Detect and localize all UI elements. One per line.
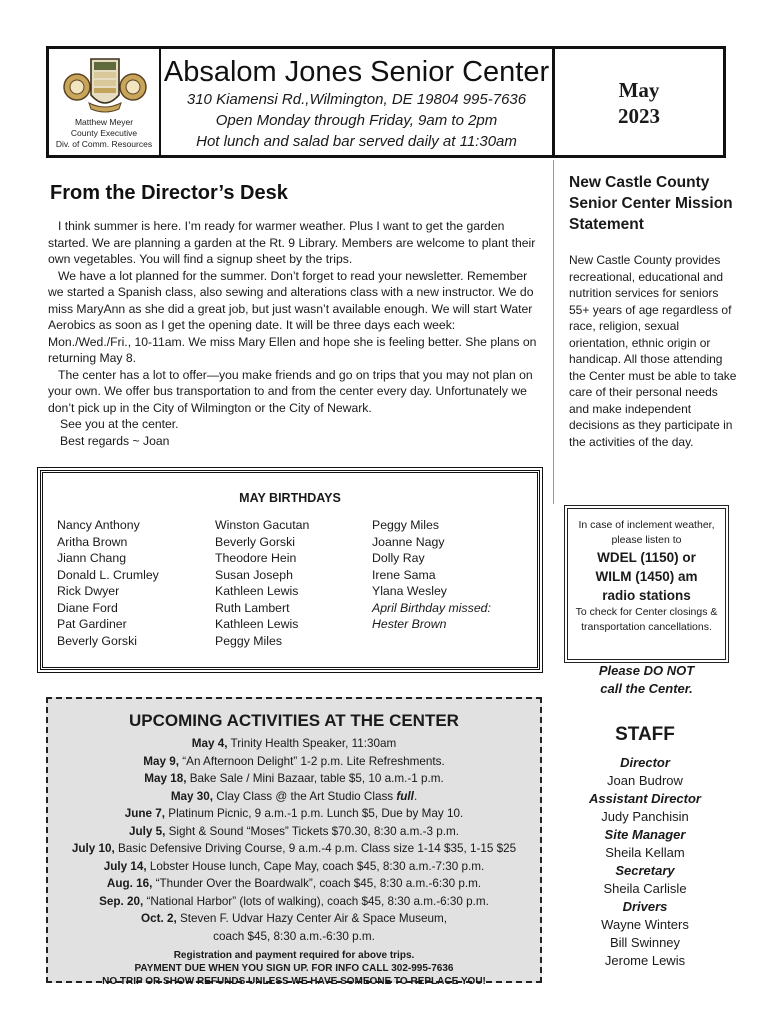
birthday-name: Joanne Nagy — [372, 534, 445, 549]
weather-note: To check for Center closings & transportation cancellations. — [575, 606, 718, 633]
activity-date: Sep. 20, — [99, 894, 144, 908]
staff-role: Director — [620, 755, 670, 770]
letter-paragraph: We have a lot planned for the summer. Don’t forget to read your newsletter. Remember we started a Spanish class, also sewing and alterations class with a new instructor. We do miss MaryAnn as she did a great job, but just wasn’t available enough. We will start Water Aerobics as soon as I get the opening date. It will be three days each week: Mon./Wed./Fri., 10-11am. We miss Mary Ellen and hope she is feeling better. She plans on returning May 8. — [48, 268, 537, 365]
letter-closing: See you at the center. — [60, 417, 179, 431]
activity-text: “National Harbor” (lots of walking), coach $45, 8:30 a.m.-6:30 p.m. — [143, 894, 489, 908]
birthdays-column-3 — [372, 517, 491, 633]
activity-text: Lobster House lunch, Cape May, coach $45, 8:30 a.m.-7:30 p.m. — [146, 859, 485, 873]
refund-note: NO TRIP OR SHOW REFUNDS UNLESS WE HAVE SOMEONE TO REPLACE YOU! — [102, 976, 486, 987]
activity-date: Aug. 16, — [106, 877, 153, 890]
division-name: Div. of Comm. Resources — [55, 139, 153, 149]
staff-name: Bill Swinney — [609, 935, 681, 950]
staff-role: Secretary — [615, 863, 675, 878]
center-hours: Open Monday through Friday, 9am to 2pm — [215, 112, 498, 129]
letter-paragraph: The center has a lot to offer—you make friends and go on trips that you may not plan on your own. We offer bus transportation to and from the center every day. Unfortunately we don’t pick up in the City of Wilmington or the City of Newark. — [48, 367, 533, 415]
do-not-call-line-2: call the Center. — [600, 681, 693, 696]
issue-date — [555, 49, 723, 155]
county-executive-info — [49, 117, 159, 150]
activity-text: Clay Class @ the Art Studio Class — [213, 789, 397, 803]
birthday-name: Beverly Gorski — [215, 534, 295, 549]
weather-notice-box — [567, 508, 726, 660]
activity-date: July 10, — [71, 842, 115, 855]
column-divider — [553, 160, 554, 504]
issue-year: 2023 — [618, 104, 660, 128]
staff-heading: STAFF — [615, 724, 675, 745]
activity-text: Platinum Picnic, 9 a.m.-1 p.m. Lunch $5, Due by May 10. — [165, 807, 464, 820]
lunch-info: Hot lunch and salad bar served daily at 11:30am — [196, 133, 517, 150]
letter-signature: Best regards ~ Joan — [60, 433, 170, 448]
activity-emphasis: full — [396, 789, 414, 803]
birthday-name: Beverly Gorski — [57, 633, 137, 648]
activity-date: May 9, — [143, 754, 180, 768]
activity-item — [48, 823, 540, 841]
birthdays-box — [40, 470, 540, 670]
activity-date: July 5, — [128, 824, 166, 838]
staff-name: Jerome Lewis — [604, 953, 686, 968]
activity-item — [48, 875, 540, 893]
birthday-name: Diane Ford — [57, 600, 118, 615]
birthday-name: Jiann Chang — [57, 551, 127, 565]
birthday-name: Ylana Wesley — [372, 584, 447, 598]
registration-note: Registration and payment required for above trips. — [173, 950, 415, 961]
county-seal-block — [49, 49, 161, 155]
center-name: Absalom Jones Senior Center — [163, 56, 550, 88]
birthday-name: Peggy Miles — [215, 633, 282, 648]
activity-date: May 4, — [191, 737, 228, 750]
issue-month: May — [618, 78, 660, 102]
birthday-name: Ruth Lambert — [215, 600, 290, 615]
activity-text: Bake Sale / Mini Bazaar, table $5, 10 a.m.-1 p.m. — [186, 772, 444, 785]
activity-item — [48, 928, 540, 946]
activities-footer — [48, 949, 540, 988]
staff-name: Sheila Kellam — [605, 845, 685, 860]
staff-name: Sheila Carlisle — [603, 881, 687, 896]
radio-stations-label: radio stations — [602, 588, 691, 603]
activity-text: Basic Defensive Driving Course, 9 a.m.-4 p.m. Class size 1-14 $35, 1-15 $25 — [114, 842, 517, 855]
activity-item — [48, 735, 540, 753]
staff-name: Wayne Winters — [601, 917, 689, 932]
activity-text: Steven F. Udvar Hazy Center Air & Space Museum, — [176, 912, 447, 925]
birthday-name: Aritha Brown — [57, 534, 128, 549]
staff-role: Drivers — [622, 899, 668, 914]
birthdays-column-1 — [57, 517, 159, 649]
center-address: 310 Kiamensi Rd.,Wilmington, DE 19804 995-7636 — [186, 91, 527, 108]
activity-date: June 7, — [124, 807, 166, 820]
staff-list — [570, 724, 720, 970]
activity-date: May 18, — [144, 772, 187, 785]
activity-item — [48, 910, 540, 928]
staff-name: Joan Budrow — [607, 773, 683, 788]
activities-heading: UPCOMING ACTIVITIES AT THE CENTER — [129, 711, 459, 730]
activity-text: “An Afternoon Delight” 1-2 p.m. Lite Refreshments. — [179, 754, 445, 768]
do-not-call-notice — [567, 662, 726, 698]
activities-list — [48, 735, 540, 945]
activity-date: July 14, — [103, 859, 147, 873]
newsletter-header — [46, 46, 726, 158]
activities-box — [46, 697, 542, 987]
birthday-name: Rick Dwyer — [57, 584, 120, 598]
missed-birthday-label: April Birthday missed: — [372, 600, 491, 615]
birthday-name: Peggy Miles — [372, 518, 439, 532]
activity-text: Trinity Health Speaker, 11:30am — [227, 737, 397, 750]
activity-date: Oct. 2, — [141, 912, 177, 925]
center-title-block — [161, 49, 555, 155]
payment-note: PAYMENT DUE WHEN YOU SIGN UP. FOR INFO CALL 302-995-7636 — [134, 963, 454, 974]
do-not-call-line-1: Please DO NOT — [598, 663, 695, 678]
mission-statement: New Castle County provides recreational, educational and nutrition services for seniors 55+ years of age regardless of race, religion, sexual orientation, ethnic origin or handicap. All those attending the Center must be able to take care of their personal needs and make independent decisions as they participate in the activities of the day. — [569, 253, 737, 449]
weather-intro: In case of inclement weather, please listen to — [578, 519, 715, 546]
staff-role: Assistant Director — [589, 791, 701, 806]
missed-birthday-name: Hester Brown — [372, 617, 447, 631]
county-seal-icon — [61, 55, 149, 115]
birthday-name: Susan Joseph — [215, 567, 293, 582]
activity-item — [48, 858, 540, 876]
director-heading: From the Director’s Desk — [50, 182, 288, 204]
radio-station-wilm: WILM (1450) am — [595, 569, 698, 584]
staff-name: Judy Panchisin — [601, 809, 689, 824]
activity-item — [48, 893, 540, 911]
activity-item — [48, 753, 540, 771]
birthday-name: Pat Gardiner — [57, 617, 127, 631]
birthday-name: Kathleen Lewis — [215, 584, 299, 598]
executive-title: County Executive — [70, 128, 138, 138]
activity-item — [48, 840, 540, 858]
activity-item — [48, 770, 540, 788]
director-letter — [48, 218, 540, 449]
birthday-name: Donald L. Crumley — [57, 567, 159, 582]
birthday-name: Irene Sama — [372, 567, 436, 582]
executive-name: Matthew Meyer — [74, 117, 134, 127]
activity-item — [48, 788, 540, 806]
birthdays-column-2 — [215, 517, 309, 649]
staff-role: Site Manager — [604, 827, 686, 842]
birthday-name: Theodore Hein — [215, 551, 297, 565]
activity-text: Sight & Sound “Moses” Tickets $70.30, 8:30 a.m.-3 p.m. — [165, 824, 459, 838]
radio-station-wdel: WDEL (1150) or — [597, 550, 696, 565]
birthday-name: Dolly Ray — [372, 551, 425, 565]
activity-text: “Thunder Over the Boardwalk”, coach $45, 8:30 a.m.-6:30 p.m. — [152, 877, 482, 890]
activity-text: coach $45, 8:30 a.m.-6:30 p.m. — [213, 929, 375, 943]
birthday-name: Nancy Anthony — [57, 518, 140, 532]
birthday-name: Kathleen Lewis — [215, 617, 299, 631]
mission-heading: New Castle County Senior Center Mission Statement — [569, 174, 733, 233]
birthday-name: Winston Gacutan — [215, 518, 310, 532]
birthdays-heading: MAY BIRTHDAYS — [239, 491, 341, 505]
activity-date: May 30, — [170, 789, 214, 803]
activity-item — [48, 805, 540, 823]
letter-paragraph: I think summer is here. I’m ready for warmer weather. Plus I want to get the garden started. We are planning a garden at the Rt. 9 Library. Members are welcome to plant their own vegetables. You will find a signup sheet by the trips. — [48, 219, 536, 266]
activity-text-end: . — [413, 789, 418, 803]
